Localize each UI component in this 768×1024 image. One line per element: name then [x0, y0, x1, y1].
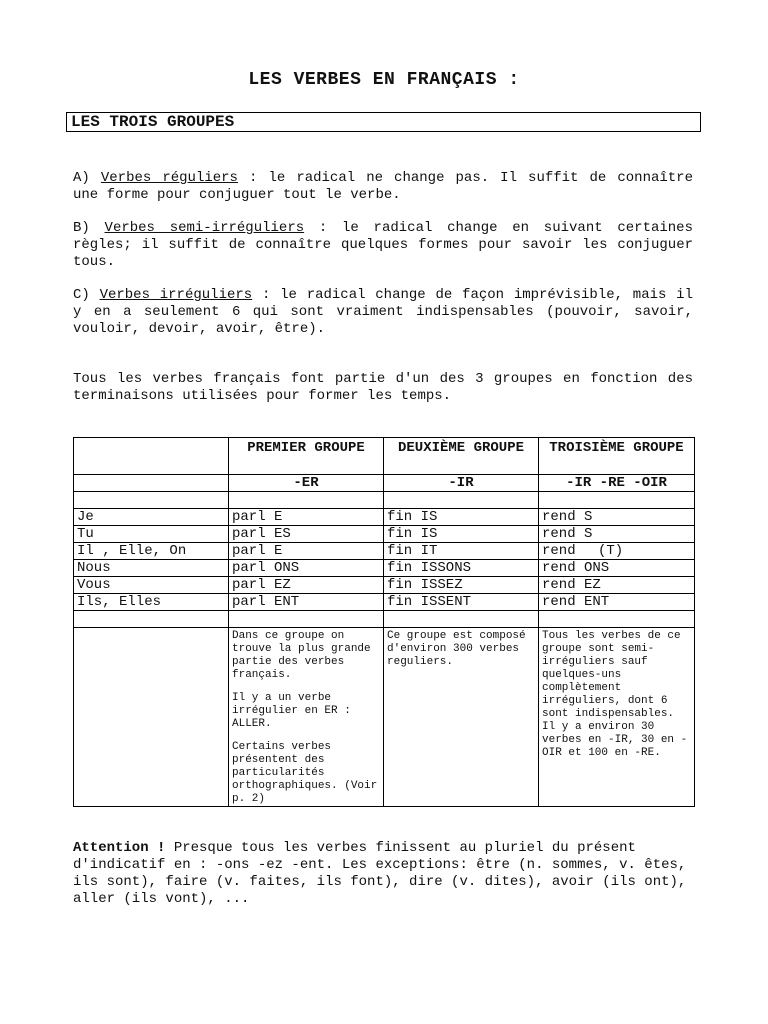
termination-group-1: -ER	[229, 475, 384, 492]
conjugation-group-1: parl E	[229, 509, 384, 526]
conjugation-group-3: rend ENT	[539, 594, 695, 611]
conjugation-group-3: rend EZ	[539, 577, 695, 594]
blank-row	[74, 492, 695, 509]
table-row	[74, 594, 695, 611]
conjugation-suffix: (T)	[598, 543, 624, 559]
para-text: : le radical change en suivant certaines règles; il suffit de connaître quelques formes pour savoir les conjuguer tous.	[73, 220, 693, 270]
conjugation-group-2: fin ISSENT	[384, 594, 539, 611]
pronoun-cell: Tu	[74, 526, 229, 543]
notes-group-1	[229, 628, 384, 807]
page-title: LES VERBES EN FRANÇAIS :	[248, 70, 520, 90]
pronoun-cell: Il , Elle, On	[74, 543, 229, 560]
conjugation-group-1: parl ONS	[229, 560, 384, 577]
conjugation-group-1: parl E	[229, 543, 384, 560]
note-paragraph: Dans ce groupe on trouve la plus grande partie des verbes français.	[232, 630, 371, 681]
conjugation-group-3: rend S	[539, 526, 695, 543]
table-row	[74, 560, 695, 577]
table-cell-empty	[539, 492, 695, 509]
termination-group-3: -IR -RE -OIR	[539, 475, 695, 492]
conjugation-group-3: rend S	[539, 509, 695, 526]
table-row	[74, 577, 695, 594]
term-regular-verbs: Verbes réguliers	[100, 170, 238, 186]
conjugation-group-3	[539, 543, 695, 560]
para-prefix: C)	[73, 287, 100, 303]
attention-text: Presque tous les verbes finissent au pluriel du présent d'indicatif en : -ons -ez -ent. Les exceptions: être (n. sommes, v. êtes, ils sont), faire (v. faites, ils font), dire (v. dites), avoir (ils ont), aller (ils vont), ...	[73, 840, 687, 907]
section-heading: LES TROIS GROUPES	[66, 112, 701, 132]
notes-group-2: Ce groupe est composé d'environ 300 verbes reguliers.	[384, 628, 539, 807]
paragraph-intro: Tous les verbes français font partie d'un des 3 groupes en fonction des terminaisons utilisées pour former les temps.	[73, 371, 693, 404]
conjugation-group-2: fin ISSEZ	[384, 577, 539, 594]
notes-group-3: Tous les verbes de ce groupe sont semi-irréguliers sauf quelques-uns complètement irréguliers, dont 6 sont indispensables. Il y a environ 30 verbes en -IR, 30 en -OIR et 100 en -RE.	[539, 628, 695, 807]
conjugation-group-3: rend ONS	[539, 560, 695, 577]
attention-label: Attention !	[73, 840, 166, 856]
table-row	[74, 526, 695, 543]
table-cell-empty	[74, 628, 229, 807]
pronoun-cell: Vous	[74, 577, 229, 594]
pronoun-cell: Nous	[74, 560, 229, 577]
paragraph-irregular-verbs	[73, 287, 693, 338]
table-header-empty	[74, 438, 229, 475]
para-text: : le radical ne change pas. Il suffit de connaître une forme pour conjuguer tout le verbe.	[73, 170, 693, 203]
terminations-row	[74, 475, 695, 492]
pronoun-cell: Je	[74, 509, 229, 526]
table-cell-empty	[229, 611, 384, 628]
conjugation-group-1: parl ENT	[229, 594, 384, 611]
table-cell-empty	[539, 611, 695, 628]
pronoun-cell: Ils, Elles	[74, 594, 229, 611]
term-semi-irregular-verbs: Verbes semi-irréguliers	[104, 220, 305, 236]
note-paragraph: Certains verbes présentent des particularités orthographiques. (Voir p. 2)	[232, 741, 378, 805]
table-cell-empty	[74, 611, 229, 628]
conjugation-group-2: fin IT	[384, 543, 539, 560]
table-cell-empty	[384, 611, 539, 628]
header-group-1: PREMIER GROUPE	[229, 438, 384, 475]
table-row	[74, 509, 695, 526]
conjugation-group-2: fin ISSONS	[384, 560, 539, 577]
para-text: : le radical change de façon imprévisible, mais il y en a seulement 6 qui sont vraiment indispensables (pouvoir, savoir, vouloir, devoir, avoir, être).	[73, 287, 693, 337]
verb-groups-table	[73, 437, 695, 807]
header-group-2: DEUXIÈME GROUPE	[384, 438, 539, 475]
table-cell-empty	[74, 475, 229, 492]
conjugation-group-2: fin IS	[384, 509, 539, 526]
termination-group-2: -IR	[384, 475, 539, 492]
notes-row	[74, 628, 695, 807]
note-paragraph: Il y a un verbe irrégulier en ER : ALLER.	[232, 692, 351, 730]
conjugation-group-1: parl EZ	[229, 577, 384, 594]
paragraph-regular-verbs	[73, 170, 693, 204]
para-prefix: B)	[73, 220, 105, 236]
table-header-row	[74, 438, 695, 475]
blank-row	[74, 611, 695, 628]
paragraph-semi-irregular-verbs	[73, 220, 693, 271]
conjugation-group-2: fin IS	[384, 526, 539, 543]
conjugation-stem: rend	[542, 543, 576, 559]
term-irregular-verbs: Verbes irréguliers	[99, 287, 253, 303]
header-group-3: TROISIÈME GROUPE	[539, 438, 695, 475]
table-cell-empty	[384, 492, 539, 509]
table-cell-empty	[229, 492, 384, 509]
table-row	[74, 543, 695, 560]
attention-note	[73, 840, 695, 908]
table-cell-empty	[74, 492, 229, 509]
conjugation-group-1: parl ES	[229, 526, 384, 543]
para-prefix: A)	[73, 170, 101, 186]
